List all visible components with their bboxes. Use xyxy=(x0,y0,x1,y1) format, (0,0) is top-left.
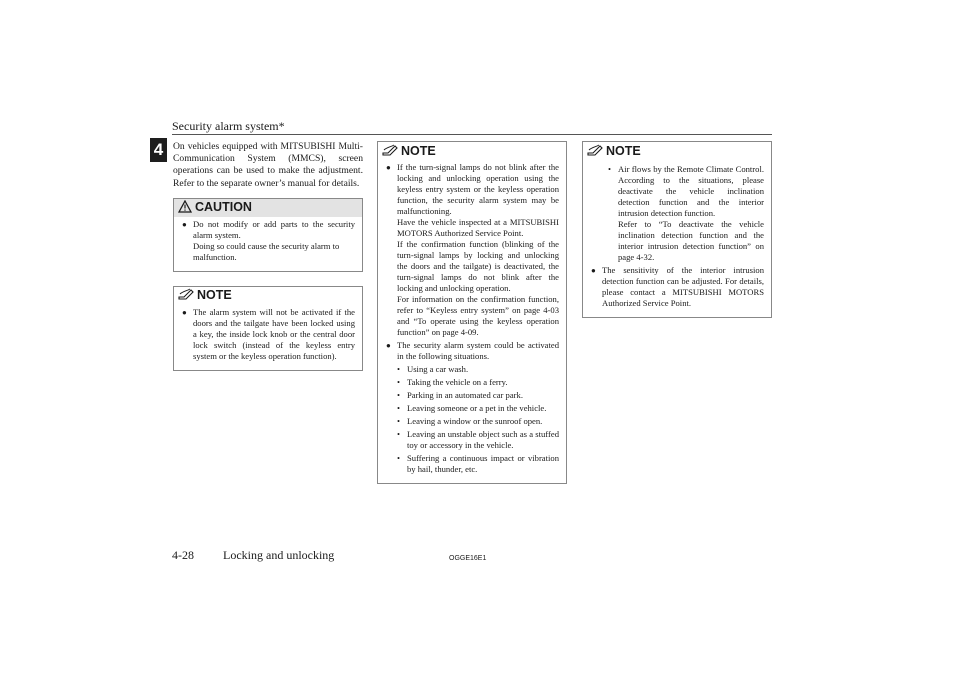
note-box-3 xyxy=(582,141,772,318)
note-header-1 xyxy=(174,287,362,305)
note-header-2 xyxy=(378,142,566,160)
note-sub-text-2: Refer to “To deactivate the vehicle inclination detection function and the interior intrusion detection function” on page 4-32. xyxy=(618,219,764,262)
note-label-2: NOTE xyxy=(401,143,436,158)
note-text: The sensitivity of the interior intrusion detection function can be adjusted. For details, please contact a MITSUBISHI MOTORS Authorized Service Point. xyxy=(602,265,764,308)
bullet-circle-icon: ● xyxy=(386,341,391,350)
situation-item xyxy=(397,390,559,401)
sub-bullet-dot-icon: • xyxy=(397,416,401,426)
situation-text: Leaving an unstable object such as a stuffed toy or accessory in the vehicle. xyxy=(407,429,559,450)
intro-paragraph: On vehicles equipped with MITSUBISHI Multi-Communication System (MMCS), screen operations can be used to make the adjustment. Refer to the separate owner’s manual for details. xyxy=(173,141,363,189)
caution-box xyxy=(173,198,363,272)
situation-text: Suffering a continuous impact or vibration by hail, thunder, etc. xyxy=(407,453,559,474)
footer-page-number: 4-28 xyxy=(172,548,194,562)
note-box-2 xyxy=(377,141,567,484)
situation-item xyxy=(397,453,559,475)
note-label-1: NOTE xyxy=(197,288,232,303)
note-text: The alarm system will not be activated if the doors and the tailgate have been locked using a key, the inside lock knob or the central door lock switch (instead of the keyless entry system or the keyless operation function). xyxy=(193,306,355,361)
note-label-3: NOTE xyxy=(606,143,641,158)
sub-bullet-dot-icon: • xyxy=(608,164,612,174)
column-1 xyxy=(173,141,363,371)
situation-text: Using a car wash. xyxy=(407,364,469,374)
note-body-2 xyxy=(378,160,566,483)
note-pencil-icon xyxy=(178,288,194,303)
note-pencil-icon xyxy=(382,144,398,159)
column-3 xyxy=(582,141,772,318)
situation-item xyxy=(397,429,559,451)
situation-item xyxy=(397,416,559,427)
note-sub-text: Air flows by the Remote Climate Control. According to the situations, please deactivate the vehicle inclination detection function and the interior intrusion detection function. xyxy=(618,164,764,218)
footer-doc-code: OGGE16E1 xyxy=(449,555,487,562)
sub-bullet-dot-icon: • xyxy=(397,453,401,463)
note-bullet-1 xyxy=(385,162,559,338)
situation-text: Leaving a window or the sunroof open. xyxy=(407,416,543,426)
footer-chapter-title: Locking and unlocking xyxy=(223,548,335,562)
sub-bullet-dot-icon: • xyxy=(397,377,401,387)
caution-label: CAUTION xyxy=(195,200,252,215)
bullet-circle-icon: ● xyxy=(591,266,596,275)
situation-item xyxy=(397,403,559,414)
situation-text: Taking the vehicle on a ferry. xyxy=(407,377,508,387)
sub-bullet-dot-icon: • xyxy=(397,403,401,413)
note-sub-item xyxy=(608,164,764,263)
note-paragraph: For information on the confirmation function, refer to “Keyless entry system” on page 4-03 and “To operate using the keyless operation function” on page 4-09. xyxy=(397,294,559,337)
note-bullet xyxy=(181,307,355,362)
note-paragraph: Have the vehicle inspected at a MITSUBISHI MOTORS Authorized Service Point. xyxy=(397,217,559,238)
sub-bullet-dot-icon: • xyxy=(397,364,401,374)
header-rule xyxy=(172,134,772,135)
situation-item xyxy=(397,377,559,388)
caution-text-2: Doing so could cause the security alarm to malfunction. xyxy=(193,240,340,262)
bullet-circle-icon: ● xyxy=(182,219,187,229)
situation-text: Leaving someone or a pet in the vehicle. xyxy=(407,403,547,413)
note-body-1 xyxy=(174,305,362,370)
note-header-3 xyxy=(583,142,771,160)
chapter-tab: 4 xyxy=(150,138,167,162)
note-paragraph: If the confirmation function (blinking of the turn-signal lamps by locking and unlocking the doors and the tailgate) is deactivated, the turn-signal lamps do not blink after the locking and unlocking operation. xyxy=(397,239,559,293)
note-paragraph: If the turn-signal lamps do not blink after the locking and unlocking operation using the keyless entry system or the keyless operation function, the security alarm system may be malfunctioning. xyxy=(397,162,559,216)
note-paragraph: The security alarm system could be activated in the following situations. xyxy=(397,340,559,361)
sub-bullet-dot-icon: • xyxy=(397,390,401,400)
caution-header xyxy=(174,199,362,217)
note-box-1 xyxy=(173,286,363,371)
caution-bullet xyxy=(181,219,355,263)
caution-text: Do not modify or add parts to the security alarm system. xyxy=(193,218,355,240)
sub-bullet-dot-icon: • xyxy=(397,429,401,439)
situation-text: Parking in an automated car park. xyxy=(407,390,523,400)
situation-item xyxy=(397,364,559,375)
caution-body xyxy=(174,217,362,271)
warning-triangle-icon xyxy=(178,200,192,216)
bullet-circle-icon: ● xyxy=(182,307,187,317)
note-bullet xyxy=(590,265,764,309)
note-bullet-2 xyxy=(385,340,559,475)
note-pencil-icon xyxy=(587,144,603,159)
note-body-3 xyxy=(583,160,771,317)
column-2 xyxy=(377,141,567,484)
page-header-title: Security alarm system* xyxy=(172,119,285,133)
bullet-circle-icon: ● xyxy=(386,163,391,172)
